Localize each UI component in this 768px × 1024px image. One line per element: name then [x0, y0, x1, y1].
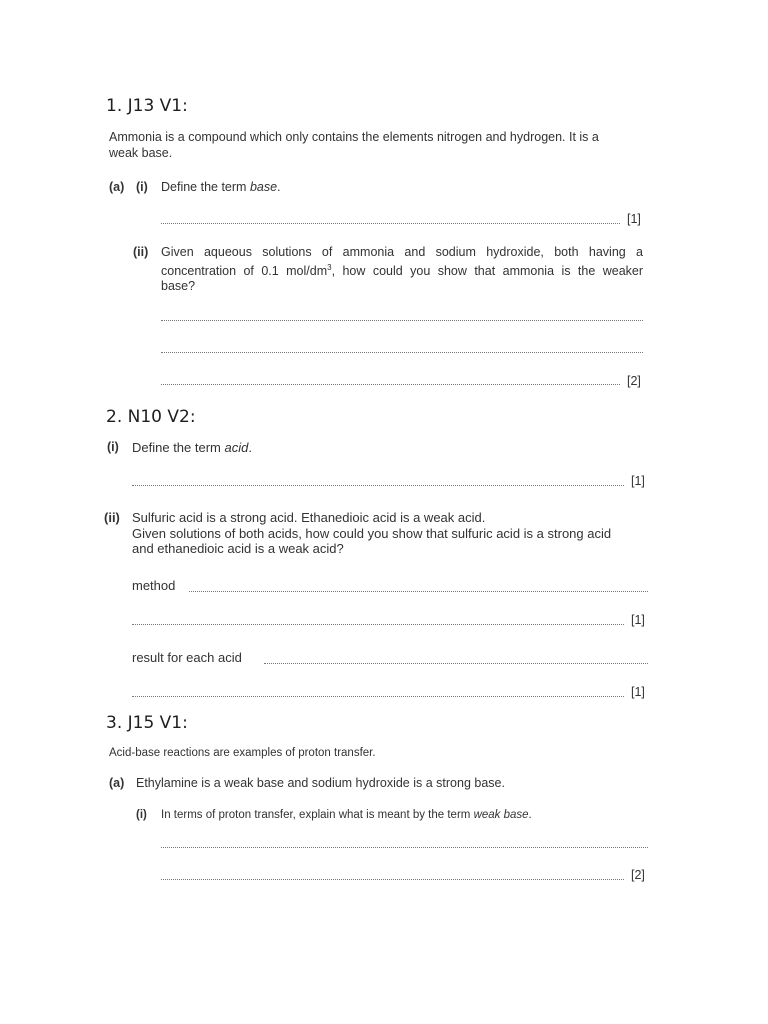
q1-i-term: base: [249, 180, 278, 194]
q1-ii-answer-line-3[interactable]: [161, 384, 620, 385]
q3-i-text-end: .: [528, 809, 532, 821]
q2-result-label: result for each acid: [132, 650, 242, 665]
q2-i-question: [132, 440, 252, 455]
q2-ii-line-1: Sulfuric acid is a strong acid. Ethanedioic acid is a weak acid.: [132, 510, 486, 525]
q2-i-text-end: .: [248, 440, 252, 455]
q2-ii-question: [132, 510, 652, 557]
q1-ii-line-2-end: , how could you show that ammonia is the weaker: [331, 264, 644, 279]
q1-part-a-label: (a): [109, 180, 125, 194]
q2-i-answer-line[interactable]: [132, 485, 624, 486]
q1-intro-line-1: Ammonia is a compound which only contains the elements nitrogen and hydrogen. It is a: [109, 130, 599, 144]
q3-part-a-label: (a): [109, 776, 125, 790]
q2-method-answer-line-1[interactable]: [189, 591, 648, 592]
q2-method-marks: [1]: [631, 613, 645, 627]
q2-ii-line-2: Given solutions of both acids, how could you show that sulfuric acid is a strong acid: [132, 525, 612, 541]
q1-ii-answer-line-1[interactable]: [161, 320, 643, 321]
q1-intro-line-2: weak base.: [109, 146, 173, 160]
q1-ii-line-3: base?: [161, 279, 196, 294]
q1-ii-line-1: Given aqueous solutions of ammonia and sodium hydroxide, both having a: [161, 245, 643, 259]
q1-i-question: [161, 180, 281, 195]
q3-sub-i-label: (i): [136, 809, 147, 821]
q2-result-answer-line-2[interactable]: [132, 696, 624, 697]
question-1-heading: 1. J13 V1:: [106, 96, 188, 116]
q3-a-text: Ethylamine is a weak base and sodium hydroxide is a strong base.: [136, 776, 505, 790]
q3-i-answer-line-2[interactable]: [161, 879, 624, 880]
q3-intro: Acid-base reactions are examples of proton transfer.: [109, 747, 376, 759]
question-3-heading: 3. J15 V1:: [106, 713, 188, 733]
q2-method-label: method: [132, 578, 176, 593]
q3-i-term: weak base: [473, 809, 529, 821]
q1-ii-marks: [2]: [627, 374, 641, 388]
q2-result-marks: [1]: [631, 685, 645, 699]
q1-sub-ii-label: (ii): [133, 245, 149, 259]
q2-i-marks: [1]: [631, 474, 645, 488]
q3-i-question: [161, 808, 532, 823]
q1-sub-i-label: (i): [136, 180, 148, 194]
q1-i-answer-line[interactable]: [161, 223, 620, 224]
q2-sub-i-label: (i): [107, 440, 119, 454]
q3-i-answer-line-1[interactable]: [161, 847, 648, 848]
q1-ii-question: [161, 245, 643, 294]
q3-i-marks: [2]: [631, 868, 645, 882]
q1-ii-answer-line-2[interactable]: [161, 352, 643, 353]
q1-i-marks: [1]: [627, 212, 641, 226]
q2-sub-ii-label: (ii): [104, 510, 120, 525]
q3-i-text: In terms of proton transfer, explain what is meant by the term: [161, 809, 474, 821]
q1-i-text: Define the term: [161, 180, 250, 194]
q1-ii-superscript: 3: [327, 263, 332, 272]
q2-ii-line-3: and ethanedioic acid is a weak acid?: [132, 541, 344, 556]
q2-i-term: acid: [224, 440, 249, 455]
question-2-heading: 2. N10 V2:: [106, 407, 196, 427]
q2-i-text: Define the term: [132, 440, 225, 455]
q2-result-answer-line-1[interactable]: [264, 663, 648, 664]
q1-ii-line-2-text: concentration of 0.1 mol/dm: [161, 264, 328, 279]
q1-i-text-end: .: [277, 180, 281, 194]
q2-method-answer-line-2[interactable]: [132, 624, 624, 625]
q1-ii-line-2: [161, 260, 643, 279]
